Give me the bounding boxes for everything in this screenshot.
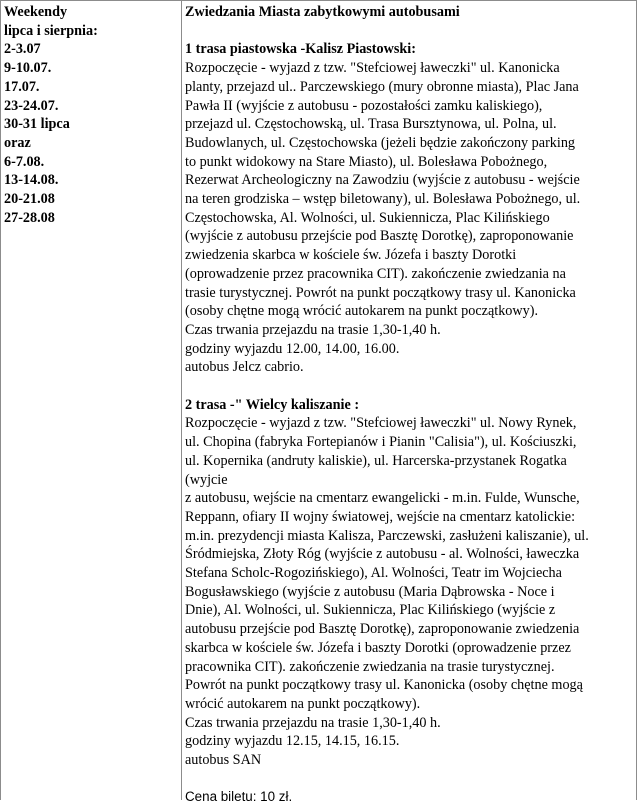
route1-line: Pawła II (wyjście z autobusu - pozostałości zamku kaliskiego), xyxy=(185,97,543,114)
route2-line: pracownika CIT). zakończenie zwiedzania na trasie turystycznej. xyxy=(185,658,555,675)
route2-line: Powrót na punkt początkowy trasy ul. Kanonicka (osoby chętne mogą xyxy=(185,677,583,694)
route1-line: Rezerwat Archeologiczny na Zawodziu (wyjście z autobusu - wejście xyxy=(185,172,580,189)
route1-line: planty, przejazd ul.. Parczewskiego (mury obronne miasta), Plac Jana xyxy=(185,78,579,95)
route2-line: autobusu przejście pod Basztę Dorotkę), zaproponowanie zwiedzenia xyxy=(185,621,580,638)
route2-bus: autobus SAN xyxy=(185,752,262,769)
route2-line: Śródmiejska, Złoty Róg (wyjście z autobusu - al. Wolności, ławeczka xyxy=(185,546,580,563)
route2-line: ul. Chopina (fabryka Fortepianów i Pianin "Calisia"), ul. Kościuszki, xyxy=(185,434,577,451)
route2-line: Reppann, ofiary II wojny światowej, wejście na cmentarz katolickie: xyxy=(185,508,576,525)
date-item: 27-28.08 xyxy=(4,209,55,226)
document-title: Zwiedzania Miasta zabytkowymi autobusami xyxy=(185,4,460,20)
spacer xyxy=(185,770,632,789)
date-item: 20-21.08 xyxy=(4,191,55,208)
date-item: 13-14.08. xyxy=(4,172,59,189)
route1-line: Rozpoczęcie - wyjazd z tzw. "Stefciowej ławeczki" ul. Kanonicka xyxy=(185,60,560,77)
route1-departure-times: godziny wyjazdu 12.00, 14.00, 16.00. xyxy=(185,340,400,357)
weekend-dates-cell xyxy=(1,1,182,800)
route1-line: (osoby chętne mogą wrócić autokarem na punkt początkowy). xyxy=(185,303,538,320)
route2-heading: 2 trasa -" Wielcy kaliszanie : xyxy=(185,396,360,413)
route2-line: Dnie), Al. Wolności, ul. Sukiennicza, Plac Kilińskiego (wyjście z xyxy=(185,602,556,619)
route2-line: Rozpoczęcie - wyjazd z tzw. "Stefciowej ławeczki" ul. Nowy Rynek, xyxy=(185,415,577,432)
route1-line: Częstochowska, Al. Wolności, ul. Sukiennicza, Plac Kilińskiego xyxy=(185,209,550,226)
route1-heading: 1 trasa piastowska -Kalisz Piastowski: xyxy=(185,41,416,58)
dates-heading-line-2: lipca i sierpnia: xyxy=(4,22,98,39)
ticket-price: Cena biletu: 10 zł. xyxy=(185,789,293,805)
dates-heading-line-1: Weekendy xyxy=(4,4,68,20)
route2-line: (wyjcie xyxy=(185,471,228,488)
route2-line: ul. Kopernika (andruty kaliskie), ul. Harcerska-przystanek Rogatka xyxy=(185,452,567,469)
date-connector: oraz xyxy=(4,134,31,151)
route1-line: to punkt widokowy na Stare Miasto), ul. Bolesława Pobożnego, xyxy=(185,153,548,170)
route2-description xyxy=(185,414,632,769)
route2-line: z autobusu, wejście na cmentarz ewangelicki - m.in. Fulde, Wunsche, xyxy=(185,490,580,507)
date-item: 9-10.07. xyxy=(4,60,52,77)
route2-line: skarbca w kościele św. Józefa i baszty Dorotki (oprowadzenie przez xyxy=(185,639,571,656)
tour-description-cell xyxy=(182,1,636,805)
route1-line: (wyjście z autobusu przejście pod Basztę Dorotkę), zaproponowanie xyxy=(185,228,574,245)
date-item: 2-3.07 xyxy=(4,41,41,58)
route2-line: Bogusławskiego (wyjście z autobusu (Maria Dąbrowska - Noce i xyxy=(185,583,555,600)
date-item: 30-31 lipca xyxy=(4,116,70,133)
route1-duration: Czas trwania przejazdu na trasie 1,30-1,40 h. xyxy=(185,321,441,338)
route1-line: zwiedzenia skarbca w kościele św. Józefa i baszty Dorotki xyxy=(185,247,517,264)
route1-bus: autobus Jelcz cabrio. xyxy=(185,359,304,376)
route2-duration: Czas trwania przejazdu na trasie 1,30-1,40 h. xyxy=(185,714,441,731)
route1-line: przejazd ul. Częstochowską, ul. Trasa Bursztynowa, ul. Polna, ul. xyxy=(185,116,557,133)
route1-line: Budowlanych, ul. Częstochowska (jeżeli będzie zakończony parking xyxy=(185,134,576,151)
spacer xyxy=(185,377,632,396)
spacer xyxy=(185,22,632,41)
date-item: 17.07. xyxy=(4,78,40,95)
date-item: 23-24.07. xyxy=(4,97,59,114)
route2-line: Stefana Scholc-Rogozińskiego), Al. Wolności, Teatr im Wojciecha xyxy=(185,565,562,582)
route1-description xyxy=(185,59,632,377)
date-item: 6-7.08. xyxy=(4,153,45,170)
route2-line: m.in. prezydencji miasta Kalisza, Parczewski, zasłużeni kaliszanie), ul. xyxy=(185,527,589,544)
route1-line: trasie turystycznej. Powrót na punkt początkowy trasy ul. Kanonicka xyxy=(185,284,576,301)
route1-line: na teren grodziska – wstęp biletowany), ul. Bolesława Pobożnego, ul. xyxy=(185,191,581,208)
route2-line: wrócić autokarem na punkt początkowy). xyxy=(185,695,421,712)
route2-departure-times: godziny wyjazdu 12.15, 14.15, 16.15. xyxy=(185,733,400,750)
route1-line: (oprowadzenie przez pracownika CIT). zakończenie zwiedzania na xyxy=(185,265,566,282)
